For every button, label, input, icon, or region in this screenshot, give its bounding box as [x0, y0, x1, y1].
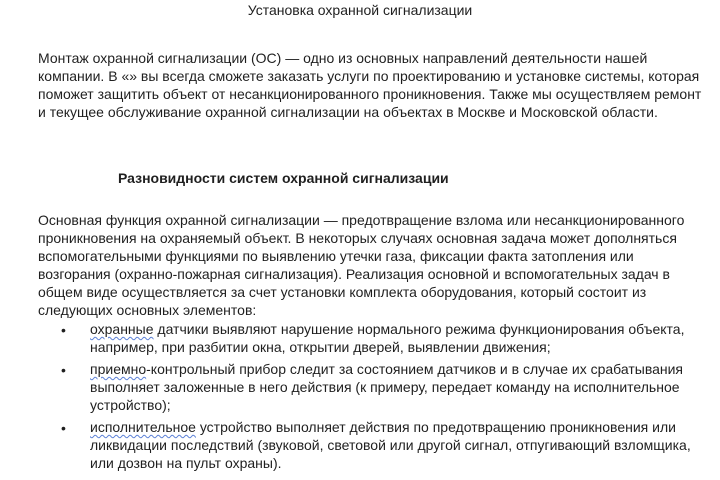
- list-item: [38, 360, 703, 414]
- list-item-lead: исполнительное: [90, 419, 196, 435]
- list-item: [38, 320, 703, 356]
- list-item-text: устройство выполняет действия по предотвращению проникновения или ликвидации последствий (звуковой, световой или другой сигнал, отпугивающий взломщика, или дозвон на пульт охраны).: [90, 419, 691, 471]
- list-item: [38, 418, 703, 472]
- bullet-icon: •: [61, 322, 66, 338]
- bullet-icon: •: [61, 420, 66, 436]
- body-paragraph: Основная функция охранной сигнализации — предотвращение взлома или несанкционированного проникновения на охраняемый объект. В некоторых случаях основная задача может дополняться вспомогательными функциями по выявлению утечки газа, фиксации факта затопления или возгорания (охранно-пожарная сигнализация). Реализация основной и вспомогательных задач в общем виде осуществляется за счет установки комплекта оборудования, который состоит из следующих основных элементов:: [38, 212, 685, 318]
- elements-list: [38, 320, 703, 476]
- section-heading: Разновидности систем охранной сигнализации: [118, 170, 449, 186]
- intro-paragraph: Монтаж охранной сигнализации (ОС) — одно из основных направлений деятельности нашей компании. В «» вы всегда сможете заказать услуги по проектированию и установке системы, которая поможет защитить объект от несанкционированного проникновения. Также мы осуществляем ремонт и текущее обслуживание охранной сигнализации на объектах в Москве и Московской области.: [38, 50, 702, 120]
- list-item-text: -контрольный прибор следит за состоянием датчиков и в случае их срабатывания выполняет заложенные в него действия (к примеру, передает команду на исполнительное устройство);: [90, 361, 684, 413]
- document-title: Установка охранной сигнализации: [247, 2, 473, 18]
- list-item-lead: охранные: [90, 321, 154, 337]
- bullet-icon: •: [61, 362, 66, 378]
- list-item-lead: приемно: [90, 361, 147, 377]
- list-item-text: датчики выявляют нарушение нормального режима функционирования объекта, например, при разбитии окна, открытии дверей, выявлении движения;: [90, 321, 685, 355]
